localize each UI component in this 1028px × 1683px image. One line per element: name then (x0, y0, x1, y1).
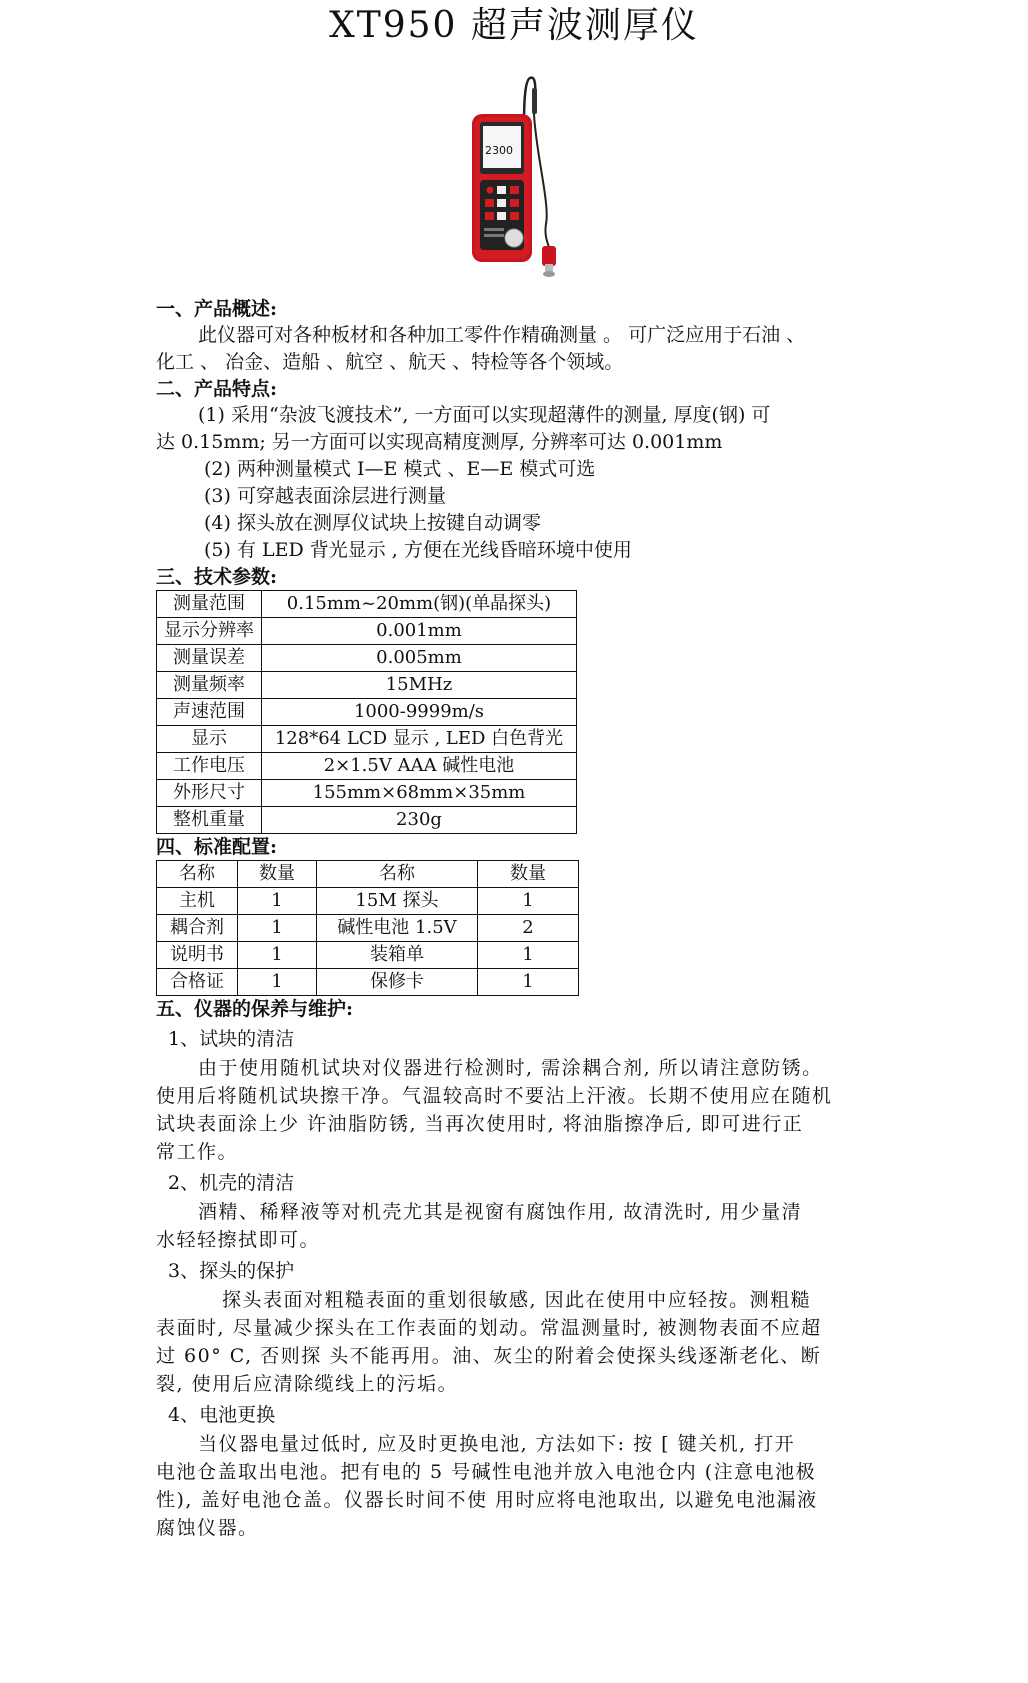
thickness-gauge-image (466, 74, 566, 279)
table-cell: 1 (478, 942, 579, 969)
spec-key: 显示 (157, 726, 262, 753)
spec-value: 128*64 LCD 显示 , LED 白色背光 (262, 726, 577, 753)
subsection-title: 2、机壳的清洁 (168, 1172, 295, 1194)
table-row (157, 780, 577, 807)
spec-key: 工作电压 (157, 753, 262, 780)
document-title: XT950 超声波测厚仪 (329, 5, 699, 46)
screen-reading: 2300 (485, 144, 513, 157)
column-header: 名称 (317, 861, 478, 888)
feature-item-1-line-2: 达 0.15mm; 另一方面可以实现高精度测厚, 分辨率可达 0.001mm (156, 431, 723, 453)
table-row (157, 915, 579, 942)
paragraph-line: 裂, 使用后应清除缆线上的污垢。 (156, 1373, 459, 1395)
spec-key: 外形尺寸 (157, 780, 262, 807)
spec-value: 0.15mm~20mm(钢)(单晶探头) (262, 591, 577, 618)
paragraph-line: 试块表面涂上少 许油脂防锈, 当再次使用时, 将油脂擦净后, 即可进行正 (156, 1113, 804, 1135)
table-cell: 1 (238, 888, 317, 915)
paragraph-line: 探头表面对粗糙表面的重划很敏感, 因此在使用中应轻按。测粗糙 (222, 1289, 812, 1311)
table-row (157, 645, 577, 672)
table-row (157, 726, 577, 753)
table-cell: 保修卡 (317, 969, 478, 996)
overview-heading: 一、产品概述: (156, 298, 278, 320)
table-cell: 说明书 (157, 942, 238, 969)
table-header-row (157, 861, 579, 888)
config-table (156, 860, 579, 996)
spec-value: 2×1.5V AAA 碱性电池 (262, 753, 577, 780)
spec-key: 测量范围 (157, 591, 262, 618)
table-cell: 碱性电池 1.5V (317, 915, 478, 942)
paragraph-line: 性), 盖好电池仓盖。仪器长时间不使 用时应将电池取出, 以避免电池漏液 (156, 1489, 818, 1511)
feature-item: (5) 有 LED 背光显示 , 方便在光线昏暗环境中使用 (204, 539, 632, 561)
spec-value: 0.001mm (262, 618, 577, 645)
spec-value: 155mm×68mm×35mm (262, 780, 577, 807)
specs-table (156, 590, 577, 834)
spec-value: 1000-9999m/s (262, 699, 577, 726)
table-cell: 1 (478, 969, 579, 996)
paragraph-line: 常工作。 (156, 1141, 239, 1163)
table-cell: 耦合剂 (157, 915, 238, 942)
features-heading: 二、产品特点: (156, 378, 278, 400)
spec-key: 测量频率 (157, 672, 262, 699)
spec-key: 显示分辨率 (157, 618, 262, 645)
subsection-title: 4、电池更换 (168, 1404, 276, 1426)
spec-key: 测量误差 (157, 645, 262, 672)
overview-line: 此仪器可对各种板材和各种加工零件作精确测量 。 可广泛应用于石油 、 (198, 324, 806, 346)
specs-heading: 三、技术参数: (156, 566, 278, 588)
feature-item: (3) 可穿越表面涂层进行测量 (204, 485, 446, 507)
subsection-title: 1、试块的清洁 (168, 1028, 295, 1050)
feature-item: (2) 两种测量模式 I—E 模式 、E—E 模式可选 (204, 458, 596, 480)
subsection-title: 3、探头的保护 (168, 1260, 295, 1282)
config-heading: 四、标准配置: (156, 836, 278, 858)
table-cell: 装箱单 (317, 942, 478, 969)
table-row (157, 942, 579, 969)
spec-key: 声速范围 (157, 699, 262, 726)
table-row (157, 807, 577, 834)
paragraph-line: 腐蚀仪器。 (156, 1517, 259, 1539)
paragraph-line: 由于使用随机试块对仪器进行检测时, 需涂耦合剂, 所以请注意防锈。 (198, 1057, 823, 1079)
maintenance-section (156, 996, 876, 1542)
paragraph-line: 水轻轻擦拭即可。 (156, 1229, 321, 1251)
paragraph-line: 电池仓盖取出电池。把有电的 5 号碱性电池并放入电池仓内 (注意电池极 (156, 1461, 817, 1483)
feature-item-1-line-1: (1) 采用“杂波飞渡技术”, 一方面可以实现超薄件的测量, 厚度(钢) 可 (198, 404, 771, 426)
overview-line: 化工 、 冶金、造船 、航空 、航天 、特检等各个领域。 (156, 351, 624, 373)
table-row (157, 618, 577, 645)
spec-value: 230g (262, 807, 577, 834)
table-cell: 2 (478, 915, 579, 942)
table-cell: 15M 探头 (317, 888, 478, 915)
column-header: 数量 (478, 861, 579, 888)
table-cell: 合格证 (157, 969, 238, 996)
paragraph-line: 当仪器电量过低时, 应及时更换电池, 方法如下: 按 [ 键关机, 打开 (198, 1433, 796, 1455)
maintenance-heading: 五、仪器的保养与维护: (156, 998, 354, 1020)
table-row (157, 969, 579, 996)
document-body (156, 296, 876, 1542)
paragraph-line: 过 60° C, 否则探 头不能再用。油、灰尘的附着会使探头线逐渐老化、断 (156, 1345, 822, 1367)
table-row (157, 672, 577, 699)
table-row (157, 888, 579, 915)
table-cell: 1 (238, 969, 317, 996)
paragraph-line: 使用后将随机试块擦干净。气温较高时不要沾上汗液。长期不使用应在随机 (156, 1085, 833, 1107)
table-cell: 1 (238, 915, 317, 942)
table-cell: 主机 (157, 888, 238, 915)
paragraph-line: 表面时, 尽量减少探头在工作表面的划动。常温测量时, 被测物表面不应超 (156, 1317, 822, 1339)
column-header: 名称 (157, 861, 238, 888)
table-cell: 1 (478, 888, 579, 915)
table-row (157, 753, 577, 780)
paragraph-line: 酒精、稀释液等对机壳尤其是视窗有腐蚀作用, 故清洗时, 用少量清 (198, 1201, 803, 1223)
spec-value: 15MHz (262, 672, 577, 699)
spec-value: 0.005mm (262, 645, 577, 672)
spec-key: 整机重量 (157, 807, 262, 834)
table-cell: 1 (238, 942, 317, 969)
feature-item: (4) 探头放在测厚仪试块上按键自动调零 (204, 512, 541, 534)
column-header: 数量 (238, 861, 317, 888)
table-row (157, 699, 577, 726)
table-row (157, 591, 577, 618)
